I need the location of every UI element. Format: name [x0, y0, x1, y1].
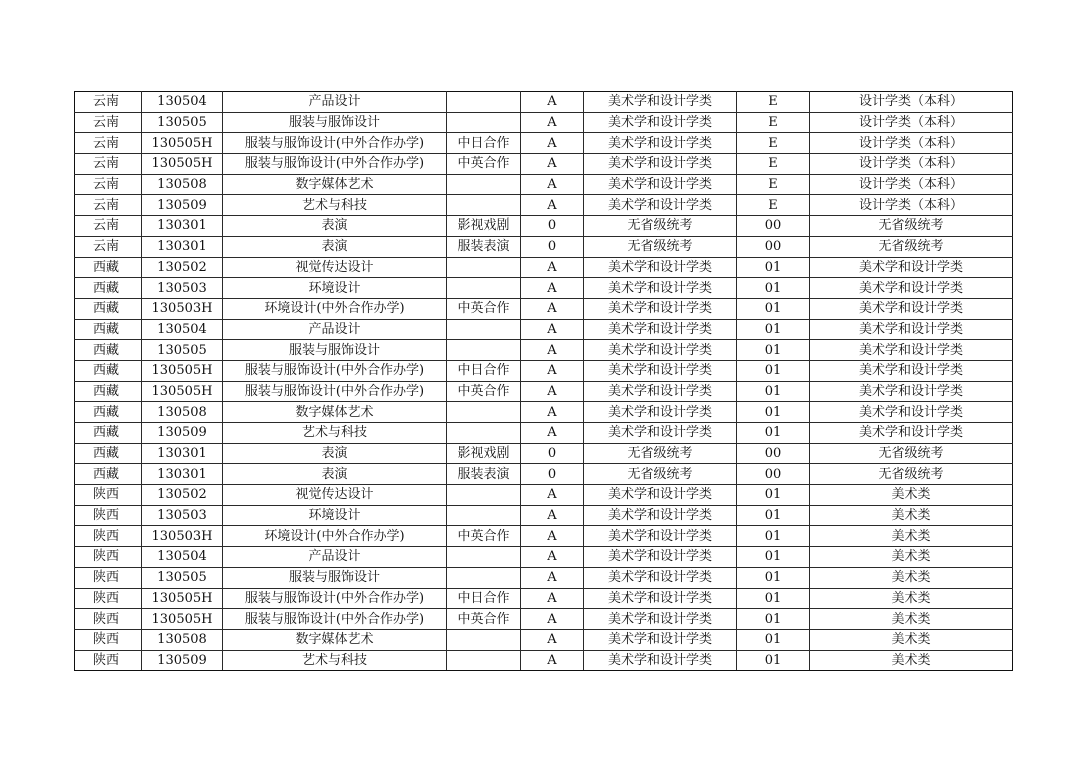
major-name-cell: 表演: [223, 443, 447, 464]
subject-cell: 设计学类（本科）: [810, 154, 1013, 175]
exam-type-cell: 美术学和设计学类: [584, 526, 737, 547]
category-cell: 0: [521, 464, 584, 485]
major-code-cell: 130504: [142, 319, 223, 340]
note-cell: 中日合作: [447, 360, 521, 381]
major-code-cell: 130301: [142, 216, 223, 237]
category-cell: A: [521, 133, 584, 154]
major-code-cell: 130504: [142, 547, 223, 568]
table-row: [75, 443, 1013, 464]
subject-cell: 美术类: [810, 547, 1013, 568]
exam-type-cell: 美术学和设计学类: [584, 402, 737, 423]
major-code-cell: 130503: [142, 505, 223, 526]
subject-cell: 无省级统考: [810, 216, 1013, 237]
table-row: [75, 133, 1013, 154]
exam-type-cell: 美术学和设计学类: [584, 505, 737, 526]
province-cell: 西藏: [75, 464, 142, 485]
exam-type-cell: 美术学和设计学类: [584, 278, 737, 299]
major-code-cell: 130505H: [142, 154, 223, 175]
category-cell: A: [521, 340, 584, 361]
province-cell: 西藏: [75, 278, 142, 299]
province-cell: 云南: [75, 133, 142, 154]
category-cell: A: [521, 609, 584, 630]
table-row: [75, 381, 1013, 402]
province-cell: 陕西: [75, 588, 142, 609]
major-code-cell: 130503: [142, 278, 223, 299]
category-cell: A: [521, 278, 584, 299]
exam-code-cell: 01: [737, 423, 810, 444]
major-code-cell: 130505H: [142, 133, 223, 154]
table-row: [75, 360, 1013, 381]
category-cell: A: [521, 485, 584, 506]
major-name-cell: 环境设计(中外合作办学): [223, 298, 447, 319]
note-cell: [447, 485, 521, 506]
category-cell: A: [521, 629, 584, 650]
note-cell: 中英合作: [447, 154, 521, 175]
exam-type-cell: 美术学和设计学类: [584, 92, 737, 113]
major-name-cell: 产品设计: [223, 319, 447, 340]
major-code-cell: 130505H: [142, 588, 223, 609]
major-name-cell: 服装与服饰设计(中外合作办学): [223, 360, 447, 381]
exam-type-cell: 美术学和设计学类: [584, 112, 737, 133]
category-cell: 0: [521, 236, 584, 257]
exam-type-cell: 美术学和设计学类: [584, 133, 737, 154]
province-cell: 陕西: [75, 547, 142, 568]
note-cell: [447, 92, 521, 113]
table-row: [75, 526, 1013, 547]
major-code-cell: 130502: [142, 257, 223, 278]
subject-cell: 美术类: [810, 588, 1013, 609]
note-cell: [447, 278, 521, 299]
note-cell: 服装表演: [447, 236, 521, 257]
table-row: [75, 402, 1013, 423]
table-row: [75, 298, 1013, 319]
major-name-cell: 数字媒体艺术: [223, 174, 447, 195]
exam-code-cell: 01: [737, 319, 810, 340]
exam-type-cell: 美术学和设计学类: [584, 154, 737, 175]
province-cell: 西藏: [75, 340, 142, 361]
note-cell: [447, 505, 521, 526]
exam-type-cell: 美术学和设计学类: [584, 381, 737, 402]
major-name-cell: 服装与服饰设计: [223, 112, 447, 133]
exam-code-cell: E: [737, 92, 810, 113]
table-row: [75, 567, 1013, 588]
exam-type-cell: 美术学和设计学类: [584, 298, 737, 319]
major-code-cell: 130505H: [142, 381, 223, 402]
exam-code-cell: 01: [737, 547, 810, 568]
subject-cell: 无省级统考: [810, 464, 1013, 485]
province-cell: 陕西: [75, 567, 142, 588]
subject-cell: 设计学类（本科）: [810, 195, 1013, 216]
subject-cell: 美术类: [810, 567, 1013, 588]
note-cell: [447, 650, 521, 671]
subject-cell: 无省级统考: [810, 443, 1013, 464]
category-cell: A: [521, 381, 584, 402]
admissions-table: [74, 91, 1013, 671]
major-name-cell: 服装与服饰设计: [223, 340, 447, 361]
subject-cell: 美术学和设计学类: [810, 319, 1013, 340]
major-code-cell: 130503H: [142, 526, 223, 547]
province-cell: 西藏: [75, 402, 142, 423]
note-cell: 中英合作: [447, 526, 521, 547]
table-row: [75, 216, 1013, 237]
major-code-cell: 130301: [142, 464, 223, 485]
subject-cell: 设计学类（本科）: [810, 133, 1013, 154]
exam-type-cell: 美术学和设计学类: [584, 588, 737, 609]
major-code-cell: 130508: [142, 629, 223, 650]
exam-type-cell: 美术学和设计学类: [584, 485, 737, 506]
major-code-cell: 130509: [142, 195, 223, 216]
note-cell: [447, 319, 521, 340]
exam-code-cell: 01: [737, 609, 810, 630]
table-row: [75, 588, 1013, 609]
province-cell: 西藏: [75, 443, 142, 464]
table-row: [75, 92, 1013, 113]
exam-code-cell: E: [737, 174, 810, 195]
table-row: [75, 340, 1013, 361]
exam-code-cell: 01: [737, 485, 810, 506]
subject-cell: 美术类: [810, 629, 1013, 650]
subject-cell: 美术学和设计学类: [810, 381, 1013, 402]
exam-code-cell: E: [737, 195, 810, 216]
major-code-cell: 130505H: [142, 360, 223, 381]
table-row: [75, 195, 1013, 216]
major-name-cell: 服装与服饰设计(中外合作办学): [223, 588, 447, 609]
table-row: [75, 236, 1013, 257]
major-name-cell: 数字媒体艺术: [223, 629, 447, 650]
subject-cell: 美术学和设计学类: [810, 340, 1013, 361]
note-cell: [447, 402, 521, 423]
table-row: [75, 257, 1013, 278]
subject-cell: 美术学和设计学类: [810, 278, 1013, 299]
subject-cell: 无省级统考: [810, 236, 1013, 257]
category-cell: A: [521, 154, 584, 175]
major-name-cell: 环境设计: [223, 278, 447, 299]
province-cell: 陕西: [75, 650, 142, 671]
major-name-cell: 服装与服饰设计: [223, 567, 447, 588]
exam-code-cell: 01: [737, 629, 810, 650]
subject-cell: 设计学类（本科）: [810, 112, 1013, 133]
table-row: [75, 650, 1013, 671]
table-row: [75, 547, 1013, 568]
exam-type-cell: 无省级统考: [584, 464, 737, 485]
province-cell: 西藏: [75, 298, 142, 319]
major-name-cell: 服装与服饰设计(中外合作办学): [223, 133, 447, 154]
table-row: [75, 505, 1013, 526]
category-cell: A: [521, 92, 584, 113]
note-cell: 中日合作: [447, 133, 521, 154]
category-cell: A: [521, 567, 584, 588]
province-cell: 云南: [75, 112, 142, 133]
exam-type-cell: 美术学和设计学类: [584, 423, 737, 444]
province-cell: 云南: [75, 174, 142, 195]
subject-cell: 美术类: [810, 609, 1013, 630]
note-cell: [447, 112, 521, 133]
major-code-cell: 130502: [142, 485, 223, 506]
category-cell: A: [521, 112, 584, 133]
exam-code-cell: E: [737, 112, 810, 133]
exam-code-cell: E: [737, 154, 810, 175]
exam-type-cell: 美术学和设计学类: [584, 629, 737, 650]
exam-code-cell: 00: [737, 216, 810, 237]
exam-code-cell: 01: [737, 505, 810, 526]
major-code-cell: 130508: [142, 174, 223, 195]
category-cell: A: [521, 174, 584, 195]
table-row: [75, 423, 1013, 444]
category-cell: 0: [521, 216, 584, 237]
major-code-cell: 130509: [142, 423, 223, 444]
major-name-cell: 服装与服饰设计(中外合作办学): [223, 154, 447, 175]
exam-code-cell: 01: [737, 526, 810, 547]
note-cell: 影视戏剧: [447, 443, 521, 464]
province-cell: 陕西: [75, 485, 142, 506]
major-name-cell: 环境设计: [223, 505, 447, 526]
note-cell: [447, 547, 521, 568]
exam-type-cell: 美术学和设计学类: [584, 195, 737, 216]
major-name-cell: 产品设计: [223, 92, 447, 113]
exam-code-cell: 00: [737, 443, 810, 464]
province-cell: 西藏: [75, 319, 142, 340]
major-name-cell: 服装与服饰设计(中外合作办学): [223, 609, 447, 630]
subject-cell: 美术类: [810, 485, 1013, 506]
province-cell: 陕西: [75, 609, 142, 630]
category-cell: A: [521, 505, 584, 526]
major-name-cell: 视觉传达设计: [223, 485, 447, 506]
table-row: [75, 112, 1013, 133]
note-cell: [447, 423, 521, 444]
major-name-cell: 表演: [223, 216, 447, 237]
table-row: [75, 154, 1013, 175]
subject-cell: 美术类: [810, 650, 1013, 671]
subject-cell: 美术学和设计学类: [810, 257, 1013, 278]
exam-code-cell: 01: [737, 257, 810, 278]
major-code-cell: 130301: [142, 443, 223, 464]
exam-type-cell: 美术学和设计学类: [584, 319, 737, 340]
category-cell: A: [521, 650, 584, 671]
exam-code-cell: 01: [737, 360, 810, 381]
province-cell: 云南: [75, 216, 142, 237]
province-cell: 陕西: [75, 505, 142, 526]
exam-code-cell: 01: [737, 650, 810, 671]
note-cell: [447, 174, 521, 195]
exam-type-cell: 无省级统考: [584, 216, 737, 237]
note-cell: [447, 567, 521, 588]
subject-cell: 美术学和设计学类: [810, 360, 1013, 381]
exam-code-cell: 00: [737, 236, 810, 257]
exam-type-cell: 美术学和设计学类: [584, 257, 737, 278]
major-code-cell: 130504: [142, 92, 223, 113]
note-cell: 中英合作: [447, 381, 521, 402]
exam-type-cell: 无省级统考: [584, 236, 737, 257]
exam-type-cell: 美术学和设计学类: [584, 360, 737, 381]
subject-cell: 美术类: [810, 505, 1013, 526]
table-row: [75, 174, 1013, 195]
province-cell: 西藏: [75, 381, 142, 402]
major-name-cell: 环境设计(中外合作办学): [223, 526, 447, 547]
category-cell: A: [521, 360, 584, 381]
major-code-cell: 130505: [142, 112, 223, 133]
exam-code-cell: 01: [737, 298, 810, 319]
category-cell: A: [521, 195, 584, 216]
category-cell: A: [521, 588, 584, 609]
category-cell: 0: [521, 443, 584, 464]
major-name-cell: 数字媒体艺术: [223, 402, 447, 423]
note-cell: [447, 629, 521, 650]
note-cell: 影视戏剧: [447, 216, 521, 237]
exam-code-cell: 01: [737, 278, 810, 299]
exam-type-cell: 美术学和设计学类: [584, 650, 737, 671]
category-cell: A: [521, 547, 584, 568]
exam-code-cell: 01: [737, 402, 810, 423]
major-name-cell: 艺术与科技: [223, 423, 447, 444]
subject-cell: 设计学类（本科）: [810, 174, 1013, 195]
major-code-cell: 130505: [142, 567, 223, 588]
exam-code-cell: 00: [737, 464, 810, 485]
category-cell: A: [521, 423, 584, 444]
exam-code-cell: 01: [737, 567, 810, 588]
note-cell: [447, 257, 521, 278]
major-name-cell: 产品设计: [223, 547, 447, 568]
subject-cell: 设计学类（本科）: [810, 92, 1013, 113]
category-cell: A: [521, 402, 584, 423]
exam-code-cell: 01: [737, 340, 810, 361]
major-code-cell: 130301: [142, 236, 223, 257]
major-name-cell: 表演: [223, 464, 447, 485]
subject-cell: 美术学和设计学类: [810, 402, 1013, 423]
exam-type-cell: 美术学和设计学类: [584, 609, 737, 630]
note-cell: 中日合作: [447, 588, 521, 609]
major-name-cell: 艺术与科技: [223, 195, 447, 216]
major-code-cell: 130503H: [142, 298, 223, 319]
province-cell: 云南: [75, 195, 142, 216]
exam-code-cell: 01: [737, 588, 810, 609]
note-cell: 服装表演: [447, 464, 521, 485]
province-cell: 云南: [75, 92, 142, 113]
exam-type-cell: 美术学和设计学类: [584, 340, 737, 361]
table-body: [75, 92, 1013, 671]
major-name-cell: 服装与服饰设计(中外合作办学): [223, 381, 447, 402]
major-code-cell: 130505H: [142, 609, 223, 630]
note-cell: [447, 340, 521, 361]
category-cell: A: [521, 319, 584, 340]
category-cell: A: [521, 257, 584, 278]
major-code-cell: 130505: [142, 340, 223, 361]
exam-code-cell: 01: [737, 381, 810, 402]
province-cell: 西藏: [75, 360, 142, 381]
table-row: [75, 278, 1013, 299]
table-row: [75, 464, 1013, 485]
province-cell: 陕西: [75, 526, 142, 547]
major-code-cell: 130508: [142, 402, 223, 423]
province-cell: 陕西: [75, 629, 142, 650]
major-name-cell: 视觉传达设计: [223, 257, 447, 278]
table-row: [75, 609, 1013, 630]
exam-type-cell: 美术学和设计学类: [584, 174, 737, 195]
province-cell: 西藏: [75, 423, 142, 444]
subject-cell: 美术类: [810, 526, 1013, 547]
exam-type-cell: 无省级统考: [584, 443, 737, 464]
exam-type-cell: 美术学和设计学类: [584, 567, 737, 588]
province-cell: 西藏: [75, 257, 142, 278]
table-row: [75, 485, 1013, 506]
category-cell: A: [521, 526, 584, 547]
subject-cell: 美术学和设计学类: [810, 298, 1013, 319]
note-cell: [447, 195, 521, 216]
major-name-cell: 表演: [223, 236, 447, 257]
major-code-cell: 130509: [142, 650, 223, 671]
exam-type-cell: 美术学和设计学类: [584, 547, 737, 568]
subject-cell: 美术学和设计学类: [810, 423, 1013, 444]
major-name-cell: 艺术与科技: [223, 650, 447, 671]
table-row: [75, 319, 1013, 340]
exam-code-cell: E: [737, 133, 810, 154]
province-cell: 云南: [75, 154, 142, 175]
table-row: [75, 629, 1013, 650]
category-cell: A: [521, 298, 584, 319]
note-cell: 中英合作: [447, 298, 521, 319]
note-cell: 中英合作: [447, 609, 521, 630]
province-cell: 云南: [75, 236, 142, 257]
